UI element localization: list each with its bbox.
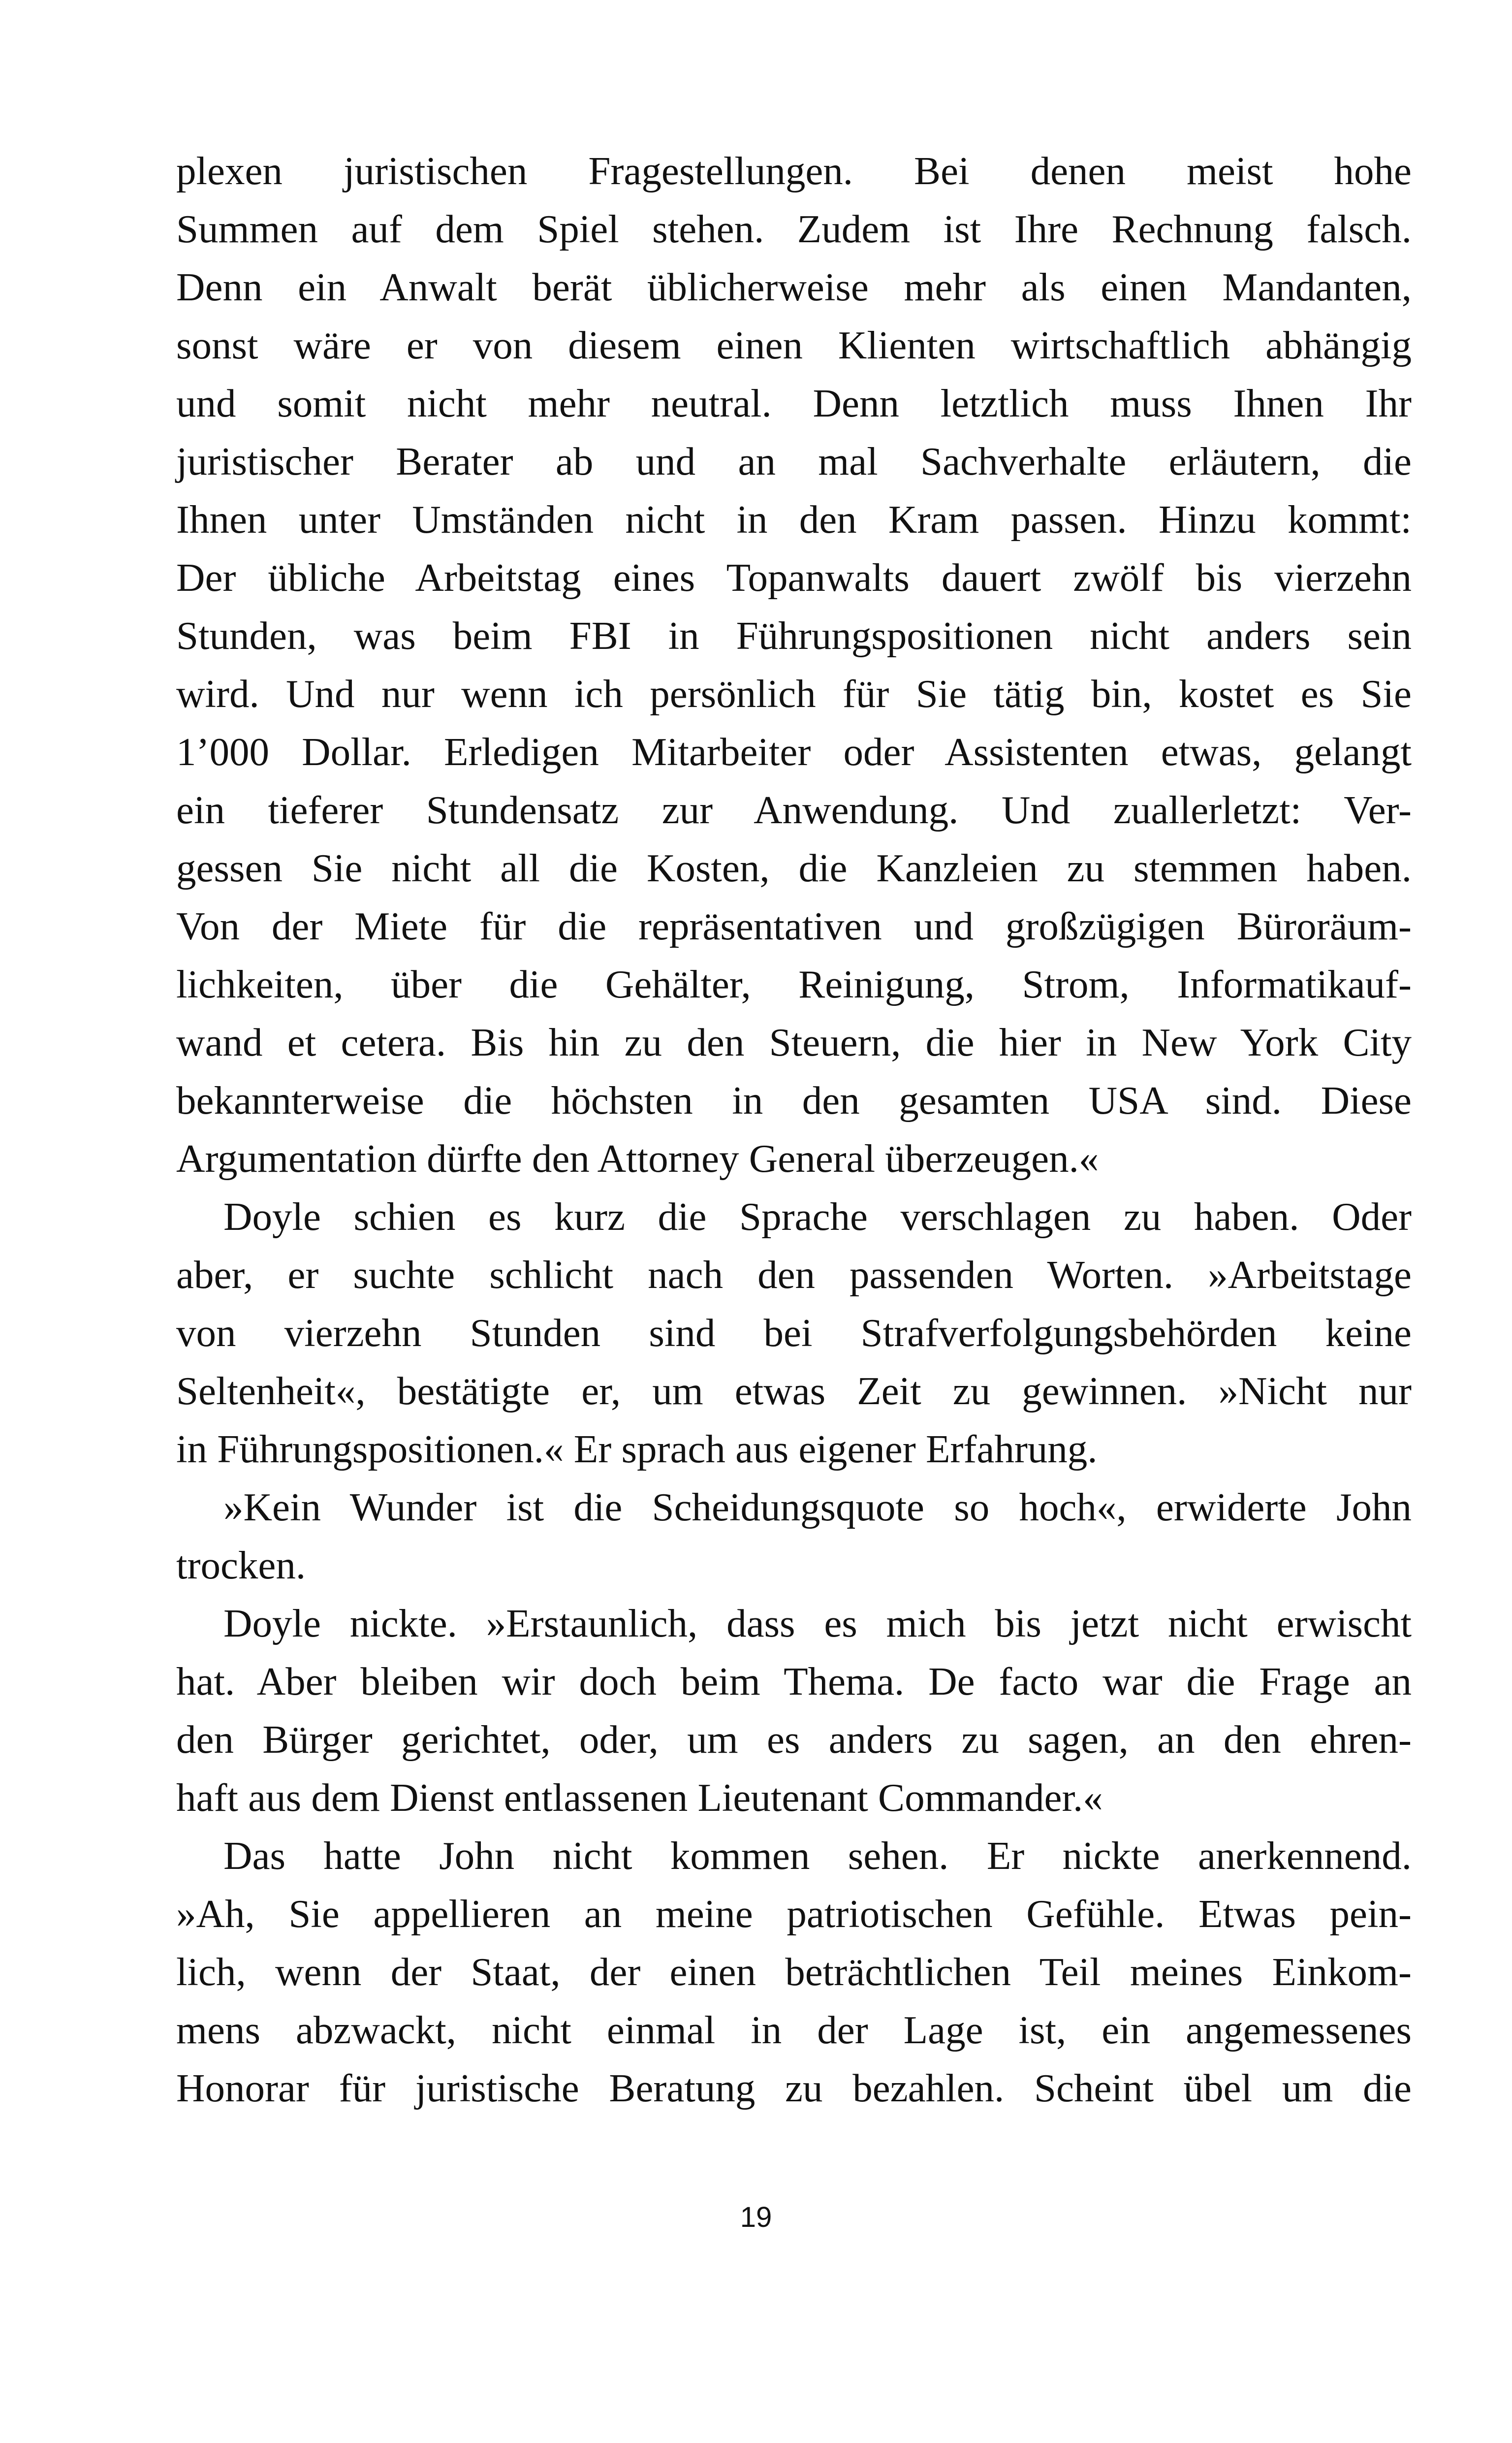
text-line: trocken. [176, 1543, 306, 1587]
text-line: Stunden, was beim FBI in Führungspositionen nicht anders sein [176, 613, 1412, 658]
page-number: 19 [740, 2201, 772, 2233]
text-line: lich, wenn der Staat, der einen beträchtlichen Teil meines Einkom- [176, 1950, 1412, 1994]
text-line: Das hatte John nicht kommen sehen. Er nickte anerkennend. [223, 1833, 1412, 1878]
text-line: hat. Aber bleiben wir doch beim Thema. De facto war die Frage an [176, 1659, 1412, 1704]
paragraph [176, 1594, 1412, 1827]
text-line: plexen juristischen Fragestellungen. Bei denen meist hohe [176, 149, 1412, 193]
text-line: ein tieferer Stundensatz zur Anwendung. Und zuallerletzt: Ver- [176, 788, 1412, 832]
text-line: aber, er suchte schlicht nach den passenden Worten. »Arbeitstage [176, 1253, 1412, 1297]
text-line: Der übliche Arbeitstag eines Topanwalts dauert zwölf bis vierzehn [176, 555, 1412, 600]
text-line: in Führungspositionen.« Er sprach aus eigener Erfahrung. [176, 1427, 1098, 1471]
text-line: den Bürger gerichtet, oder, um es anders zu sagen, an den ehren- [176, 1717, 1412, 1762]
text-line: Honorar für juristische Beratung zu bezahlen. Scheint übel um die [176, 2066, 1412, 2110]
text-line: Seltenheit«, bestätigte er, um etwas Zeit zu gewinnen. »Nicht nur [176, 1369, 1412, 1413]
text-line: Von der Miete für die repräsentativen und großzügigen Büroräum- [176, 904, 1412, 948]
paragraph [176, 1827, 1412, 2117]
text-line: Doyle schien es kurz die Sprache verschlagen zu haben. Oder [223, 1194, 1412, 1239]
text-line: 1’000 Dollar. Erledigen Mitarbeiter oder Assistenten etwas, gelangt [176, 730, 1412, 774]
text-line: von vierzehn Stunden sind bei Strafverfolgungsbehörden keine [176, 1311, 1412, 1355]
text-line: wird. Und nur wenn ich persönlich für Sie tätig bin, kostet es Sie [176, 672, 1412, 716]
book-page-body [176, 142, 1412, 2117]
text-line: Denn ein Anwalt berät üblicherweise mehr als einen Mandanten, [176, 265, 1412, 309]
text-line: Summen auf dem Spiel stehen. Zudem ist Ihre Rechnung falsch. [176, 207, 1412, 251]
text-line: haft aus dem Dienst entlassenen Lieutenant Commander.« [176, 1775, 1103, 1820]
text-line: »Kein Wunder ist die Scheidungsquote so hoch«, erwiderte John [223, 1485, 1412, 1529]
paragraph [176, 1478, 1412, 1594]
paragraph [176, 142, 1412, 1188]
text-line: Doyle nickte. »Erstaunlich, dass es mich bis jetzt nicht erwischt [223, 1601, 1412, 1645]
text-line: gessen Sie nicht all die Kosten, die Kanzleien zu stemmen haben. [176, 846, 1412, 890]
text-line: bekannterweise die höchsten in den gesamten USA sind. Diese [176, 1078, 1412, 1123]
text-line: Argumentation dürfte den Attorney General überzeugen.« [176, 1136, 1099, 1181]
text-line: Ihnen unter Umständen nicht in den Kram passen. Hinzu kommt: [176, 497, 1412, 542]
text-line: und somit nicht mehr neutral. Denn letztlich muss Ihnen Ihr [176, 381, 1412, 425]
text-line: wand et cetera. Bis hin zu den Steuern, die hier in New York City [176, 1020, 1412, 1064]
text-line: mens abzwackt, nicht einmal in der Lage ist, ein angemessenes [176, 2008, 1412, 2052]
text-line: lichkeiten, über die Gehälter, Reinigung, Strom, Informatikauf- [176, 962, 1412, 1006]
text-line: juristischer Berater ab und an mal Sachverhalte erläutern, die [176, 439, 1412, 483]
text-line: »Ah, Sie appellieren an meine patriotischen Gefühle. Etwas pein- [176, 1892, 1412, 1936]
paragraph [176, 1188, 1412, 1478]
text-line: sonst wäre er von diesem einen Klienten wirtschaftlich abhängig [176, 323, 1412, 367]
